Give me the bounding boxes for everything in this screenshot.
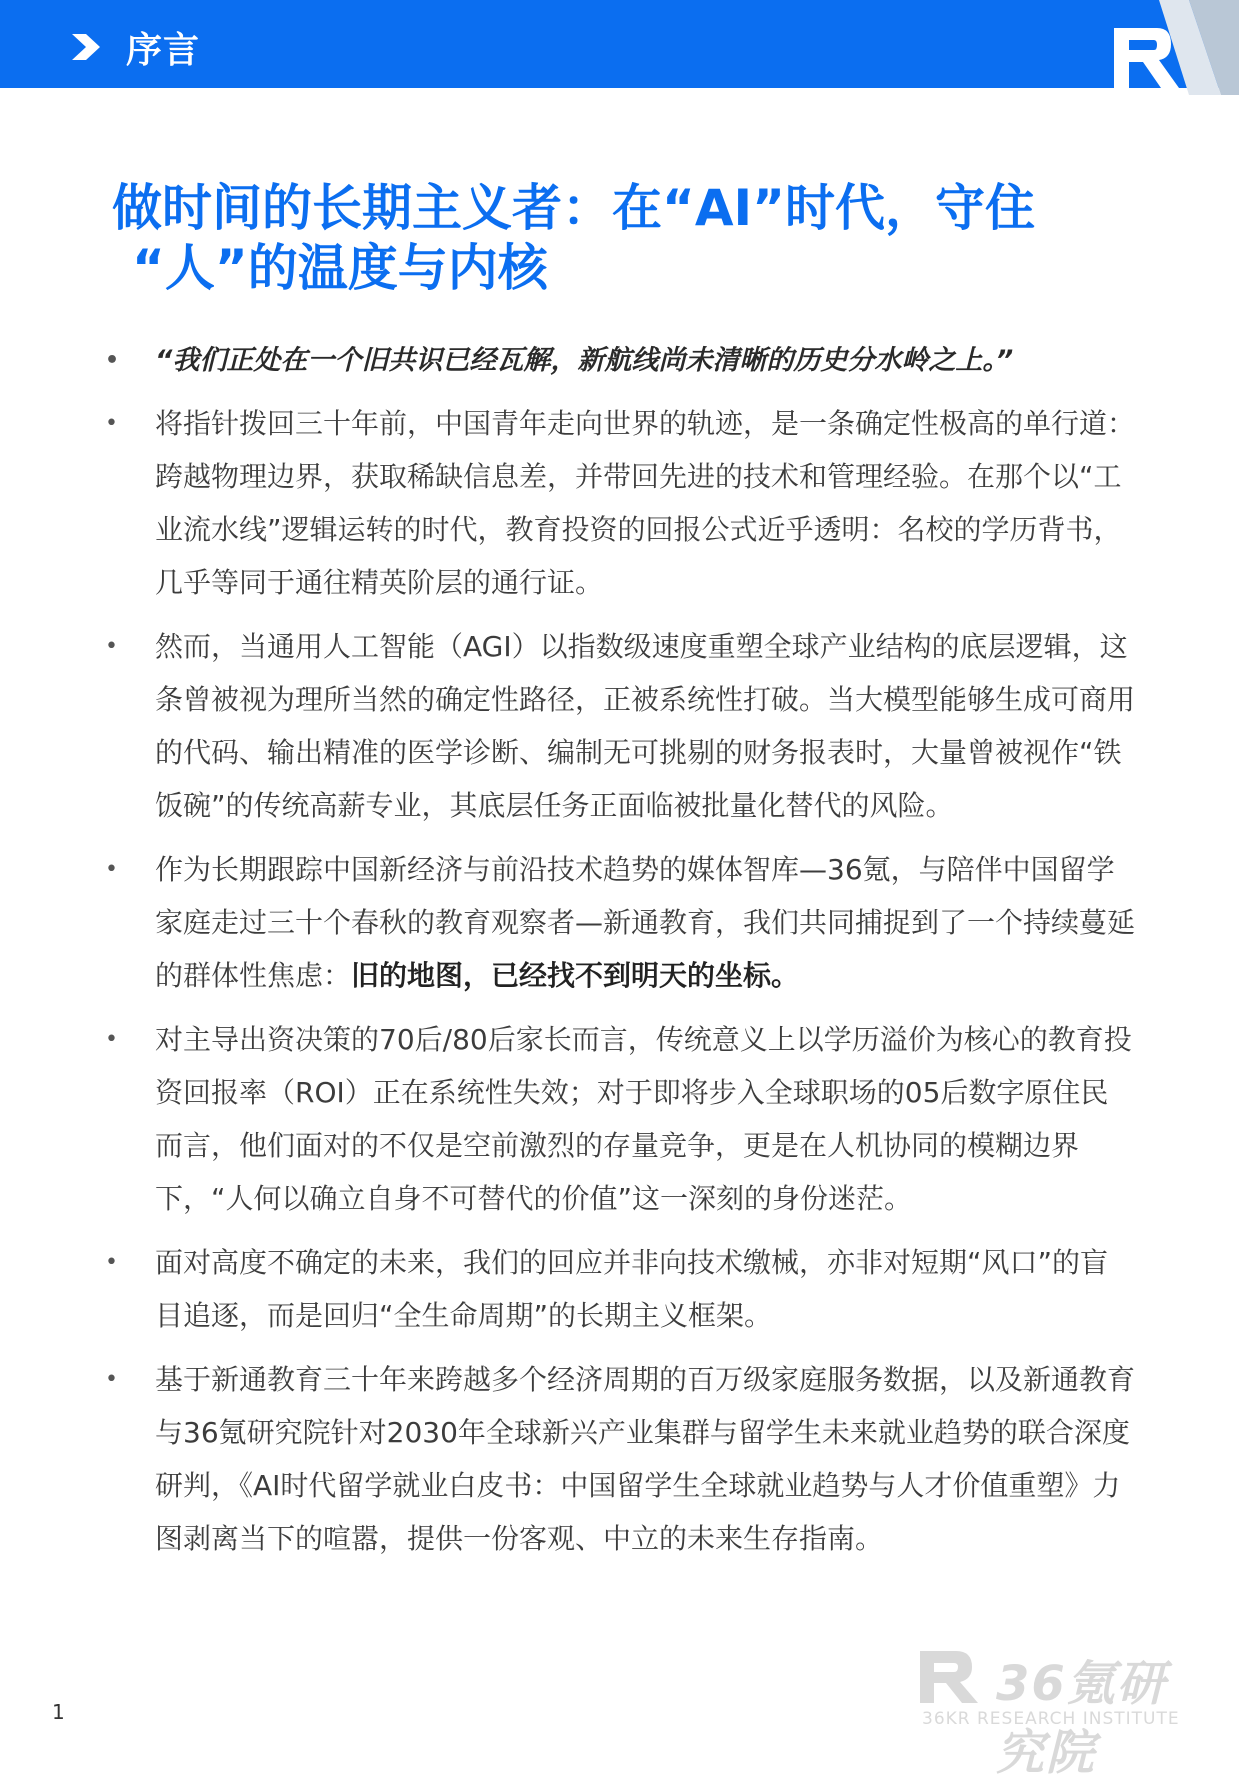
bullet-text: 作为长期跟踪中国新经济与前沿技术趋势的媒体智库—36氪，与陪伴中国留学家庭走过三十个春秋的教育观察者—新通教育，我们共同捕捉到了一个持续蔓延的群体性焦虑： <box>155 853 1136 992</box>
bullet-dot: • <box>105 348 120 373</box>
36kr-logo-icon <box>918 1645 982 1705</box>
quote-text: “我们正处在一个旧共识已经瓦解，新航线尚未清晰的历史分水岭之上。” <box>155 345 1014 376</box>
bullet-dot: • <box>105 411 118 436</box>
title-line-1: 做时间的长期主义者：在“AI”时代，守住 <box>112 179 1036 237</box>
list-item <box>105 620 1135 832</box>
bullet-dot: • <box>105 634 118 659</box>
footer-brand-en: 36KR RESEARCH INSTITUTE <box>922 1709 1180 1729</box>
bullet-text: 对主导出资决策的70后/80后家长而言，传统意义上以学历溢价为核心的教育投资回报率（ROI）正在系统性失效；对于即将步入全球职场的05后数字原住民而言，他们面对的不仅是空前激烈的存量竞争，更是在人机协同的模糊边界下，“人何以确立自身不可替代的价值”这一深刻的身份迷茫。 <box>155 1023 1132 1215</box>
list-item <box>105 1236 1135 1342</box>
bullet-emphasis: 旧的地图，已经找不到明天的坐标。 <box>351 959 800 992</box>
quote-bullet <box>105 334 1135 387</box>
bullet-text: 面对高度不确定的未来，我们的回应并非向技术缴械，亦非对短期“风口”的盲目追逐，而是回归“全生命周期”的长期主义框架。 <box>155 1246 1109 1332</box>
title-line-2: “人”的温度与内核 <box>132 239 548 297</box>
bullet-text: 将指针拨回三十年前，中国青年走向世界的轨迹，是一条确定性极高的单行道：跨越物理边界，获取稀缺信息差，并带回先进的技术和管理经验。在那个以“工业流水线”逻辑运转的时代，教育投资的回报公式近乎透明：名校的学历背书，几乎等同于通往精英阶层的通行证。 <box>155 407 1136 599</box>
page-number: 1 <box>52 1700 65 1724</box>
list-item <box>105 1013 1135 1225</box>
list-item <box>105 397 1135 609</box>
bullet-dot: • <box>105 1027 118 1052</box>
preface-bullet-list <box>105 334 1135 1576</box>
bullet-text: 然而，当通用人工智能（AGI）以指数级速度重塑全球产业结构的底层逻辑，这条曾被视为理所当然的确定性路径，正被系统性打破。当大模型能够生成可商用的代码、输出精准的医学诊断、编制无可挑剔的财务报表时，大量曾被视作“铁饭碗”的传统高薪专业，其底层任务正面临被批量化替代的风险。 <box>155 630 1136 822</box>
footer-brand-cn: 36氪研究院 <box>996 1656 1167 1781</box>
list-item <box>105 843 1135 1002</box>
header-logo <box>1039 0 1239 110</box>
footer-brand-logo <box>918 1645 1208 1781</box>
bullet-text: 基于新通教育三十年来跨越多个经济周期的百万级家庭服务数据，以及新通教育与36氪研究院针对2030年全球新兴产业集群与留学生未来就业趋势的联合深度研判，《AI时代留学就业白皮书：中国留学生全球就业趋势与人才价值重塑》力图剥离当下的喧嚣，提供一份客观、中立的未来生存指南。 <box>155 1363 1136 1555</box>
section-title: 序言 <box>126 30 201 71</box>
bullet-dot: • <box>105 1250 118 1275</box>
list-item <box>105 1353 1135 1565</box>
bullet-dot: • <box>105 1367 118 1392</box>
bullet-dot: • <box>105 857 118 882</box>
chevron-right-icon <box>70 30 104 64</box>
document-title <box>112 178 1122 298</box>
